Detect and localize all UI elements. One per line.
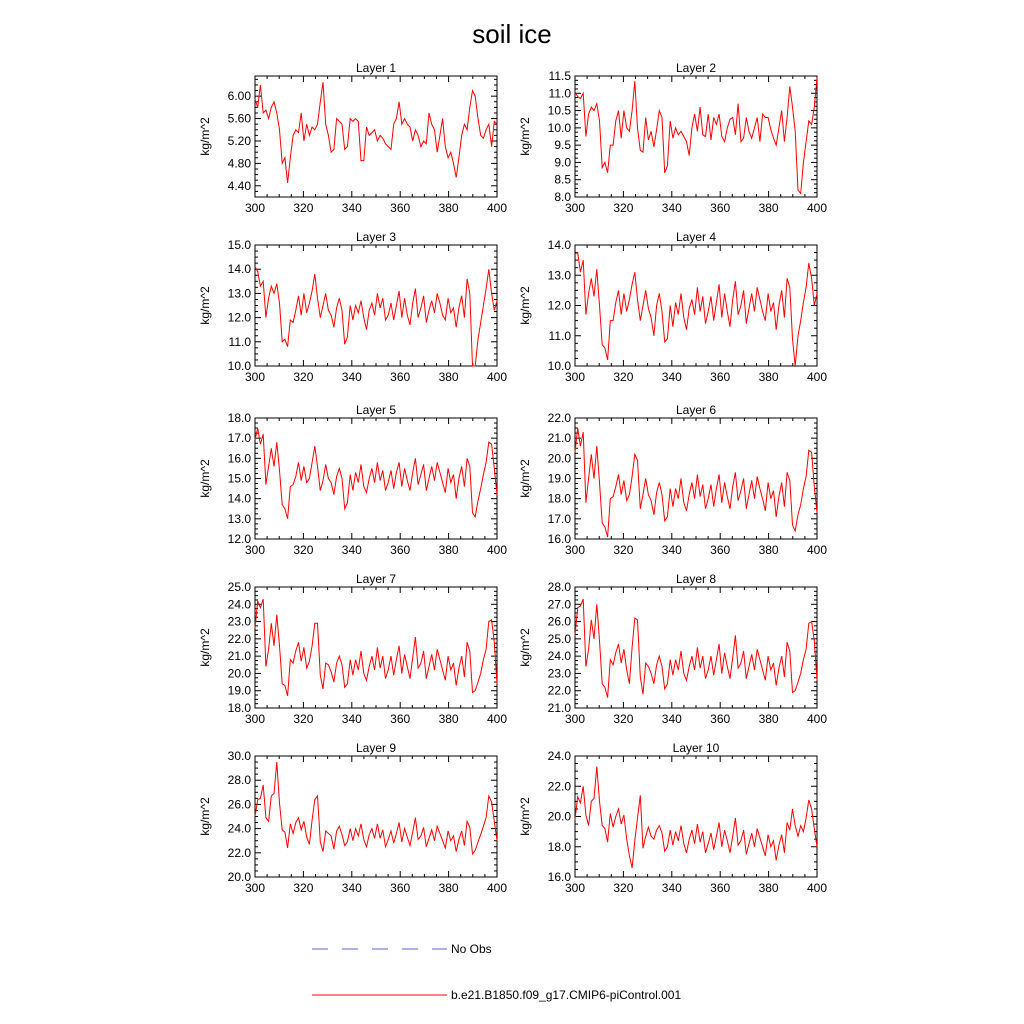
plot-frame-2 <box>575 76 817 197</box>
x-tick-label-1: 320 <box>293 201 314 215</box>
series-line-layer-8 <box>575 599 817 698</box>
y-tick-label-1: 5.20 <box>227 133 251 148</box>
x-tick-label-6: 300 <box>564 543 586 557</box>
series-line-layer-10 <box>575 767 817 868</box>
panel-layer-4 <box>518 230 827 384</box>
x-tick-label-5: 400 <box>486 543 508 557</box>
x-tick-label-10: 360 <box>710 881 731 895</box>
x-tick-label-2: 340 <box>661 201 682 215</box>
panel-layer-6 <box>518 403 827 557</box>
x-tick-label-3: 400 <box>486 370 508 384</box>
series-line-layer-6 <box>575 428 817 537</box>
y-tick-label-10: 20.0 <box>547 809 571 824</box>
y-tick-label-9: 20.0 <box>227 870 251 884</box>
x-tick-label-5: 320 <box>293 543 314 557</box>
y-axis-label-3: kg/m^2 <box>198 286 212 325</box>
y-tick-label-6: 20.0 <box>547 451 571 466</box>
y-axis-label-2: kg/m^2 <box>518 117 532 156</box>
x-tick-label-5: 300 <box>244 543 266 557</box>
x-tick-label-6: 340 <box>661 543 682 557</box>
y-tick-label-7: 25.0 <box>227 580 251 594</box>
x-tick-label-10: 340 <box>661 881 682 895</box>
panel-layer-7 <box>198 572 507 726</box>
series-line-layer-2 <box>575 78 817 194</box>
plot-frame-6 <box>575 418 817 539</box>
series-line-layer-9 <box>255 762 497 854</box>
y-tick-label-4: 10.0 <box>547 359 571 373</box>
x-tick-label-1: 380 <box>438 201 459 215</box>
x-tick-label-7: 300 <box>244 712 266 726</box>
y-tick-label-7: 18.0 <box>227 701 251 715</box>
y-tick-label-3: 15.0 <box>227 238 251 252</box>
x-tick-label-7: 360 <box>390 712 411 726</box>
y-tick-label-8: 22.0 <box>547 683 571 698</box>
x-tick-label-7: 320 <box>293 712 314 726</box>
panel-title-6: Layer 6 <box>675 403 717 417</box>
y-tick-label-9: 24.0 <box>227 821 251 836</box>
x-tick-label-9: 400 <box>486 881 508 895</box>
series-line-layer-1 <box>255 82 497 183</box>
y-tick-label-8: 24.0 <box>547 649 571 664</box>
y-tick-label-10: 16.0 <box>547 870 571 884</box>
y-tick-label-10: 24.0 <box>547 749 571 763</box>
x-tick-label-4: 300 <box>564 370 586 384</box>
panel-title-10: Layer 10 <box>672 741 720 755</box>
x-tick-label-5: 340 <box>341 543 362 557</box>
series-line-layer-4 <box>575 253 817 366</box>
x-tick-label-3: 300 <box>244 370 266 384</box>
y-axis-label-5: kg/m^2 <box>198 459 212 498</box>
x-tick-label-3: 340 <box>341 370 362 384</box>
x-tick-label-7: 400 <box>486 712 508 726</box>
x-tick-label-4: 320 <box>613 370 634 384</box>
x-tick-label-9: 300 <box>244 881 266 895</box>
y-tick-label-6: 21.0 <box>547 431 571 446</box>
figure-title: soil ice <box>472 19 552 49</box>
y-tick-label-6: 19.0 <box>547 471 571 486</box>
x-tick-label-2: 380 <box>758 201 779 215</box>
y-tick-label-1: 6.00 <box>227 89 251 104</box>
y-tick-label-4: 11.0 <box>548 328 571 343</box>
panel-layer-2 <box>518 61 827 215</box>
x-tick-label-2: 400 <box>806 201 828 215</box>
y-tick-label-7: 23.0 <box>227 614 251 629</box>
y-tick-label-4: 12.0 <box>547 298 571 313</box>
y-tick-label-8: 23.0 <box>547 666 571 681</box>
panel-title-1: Layer 1 <box>355 61 397 75</box>
panel-layer-9 <box>198 741 507 895</box>
plot-frame-7 <box>255 587 497 708</box>
y-tick-label-5: 16.0 <box>227 451 251 466</box>
panel-grid <box>198 61 827 895</box>
legend-label-no-obs: No Obs <box>451 942 492 956</box>
y-tick-label-2: 8.5 <box>554 172 571 187</box>
y-tick-label-3: 12.0 <box>227 310 251 325</box>
x-tick-label-10: 380 <box>758 881 779 895</box>
legend <box>312 942 681 1002</box>
x-tick-label-3: 360 <box>390 370 411 384</box>
x-tick-label-9: 360 <box>390 881 411 895</box>
y-tick-label-7: 24.0 <box>227 597 251 612</box>
y-axis-label-10: kg/m^2 <box>518 797 532 836</box>
panel-layer-1 <box>198 61 507 215</box>
x-tick-label-1: 400 <box>486 201 508 215</box>
y-axis-label-1: kg/m^2 <box>198 117 212 156</box>
x-tick-label-7: 380 <box>438 712 459 726</box>
panel-title-5: Layer 5 <box>355 403 397 417</box>
y-tick-label-7: 21.0 <box>227 649 251 664</box>
y-tick-label-8: 21.0 <box>547 701 571 715</box>
x-tick-label-8: 360 <box>710 712 731 726</box>
x-tick-label-8: 400 <box>806 712 828 726</box>
x-tick-label-8: 380 <box>758 712 779 726</box>
y-tick-label-2: 10.0 <box>547 120 571 135</box>
y-tick-label-4: 13.0 <box>547 268 571 283</box>
x-tick-label-4: 400 <box>806 370 828 384</box>
x-tick-label-8: 300 <box>564 712 586 726</box>
y-tick-label-6: 16.0 <box>547 532 571 546</box>
x-tick-label-5: 360 <box>390 543 411 557</box>
panel-layer-8 <box>518 572 827 726</box>
x-tick-label-10: 400 <box>806 881 828 895</box>
y-tick-label-5: 14.0 <box>227 491 251 506</box>
y-axis-label-6: kg/m^2 <box>518 459 532 498</box>
panel-title-7: Layer 7 <box>355 572 397 586</box>
y-tick-label-9: 30.0 <box>227 749 251 763</box>
panel-title-4: Layer 4 <box>675 230 717 244</box>
x-tick-label-8: 320 <box>613 712 634 726</box>
x-tick-label-1: 360 <box>390 201 411 215</box>
panel-title-9: Layer 9 <box>355 741 397 755</box>
y-tick-label-1: 5.60 <box>227 111 251 126</box>
y-tick-label-2: 9.5 <box>554 138 571 153</box>
series-line-layer-7 <box>255 599 497 696</box>
y-tick-label-10: 22.0 <box>547 779 571 794</box>
x-tick-label-10: 300 <box>564 881 586 895</box>
y-tick-label-4: 14.0 <box>547 238 571 252</box>
y-tick-label-2: 11.5 <box>548 69 571 83</box>
y-tick-label-8: 26.0 <box>547 614 571 629</box>
x-tick-label-2: 360 <box>710 201 731 215</box>
x-tick-label-3: 320 <box>293 370 314 384</box>
y-tick-label-5: 13.0 <box>227 511 251 526</box>
y-tick-label-10: 18.0 <box>547 839 571 854</box>
x-tick-label-9: 380 <box>438 881 459 895</box>
y-tick-label-5: 17.0 <box>227 431 251 446</box>
x-tick-label-9: 340 <box>341 881 362 895</box>
y-tick-label-8: 28.0 <box>547 580 571 594</box>
y-tick-label-2: 9.0 <box>554 155 571 170</box>
y-tick-label-2: 8.0 <box>554 190 571 204</box>
y-tick-label-3: 13.0 <box>227 286 251 301</box>
y-tick-label-9: 22.0 <box>227 845 251 860</box>
panel-title-3: Layer 3 <box>355 230 397 244</box>
y-tick-label-6: 17.0 <box>547 511 571 526</box>
y-tick-label-3: 11.0 <box>228 334 251 349</box>
x-tick-label-4: 380 <box>758 370 779 384</box>
x-tick-label-6: 380 <box>758 543 779 557</box>
series-line-layer-5 <box>255 428 497 519</box>
panel-layer-3 <box>198 230 507 384</box>
x-tick-label-5: 380 <box>438 543 459 557</box>
y-tick-label-8: 25.0 <box>547 631 571 646</box>
x-tick-label-10: 320 <box>613 881 634 895</box>
x-tick-label-2: 300 <box>564 201 586 215</box>
x-tick-label-2: 320 <box>613 201 634 215</box>
y-tick-label-7: 22.0 <box>227 631 251 646</box>
y-tick-label-3: 10.0 <box>227 359 251 373</box>
x-tick-label-3: 380 <box>438 370 459 384</box>
y-tick-label-5: 18.0 <box>227 411 251 425</box>
plot-frame-5 <box>255 418 497 539</box>
y-tick-label-6: 18.0 <box>547 491 571 506</box>
y-tick-label-6: 22.0 <box>547 411 571 425</box>
y-tick-label-9: 26.0 <box>227 797 251 812</box>
plot-frame-8 <box>575 587 817 708</box>
x-tick-label-8: 340 <box>661 712 682 726</box>
panel-layer-5 <box>198 403 507 557</box>
y-tick-label-2: 10.5 <box>547 103 571 118</box>
x-tick-label-7: 340 <box>341 712 362 726</box>
plot-frame-9 <box>255 756 497 877</box>
x-tick-label-4: 360 <box>710 370 731 384</box>
x-tick-label-6: 360 <box>710 543 731 557</box>
panel-layer-10 <box>518 741 827 895</box>
x-tick-label-6: 400 <box>806 543 828 557</box>
panel-title-2: Layer 2 <box>675 61 717 75</box>
panel-title-8: Layer 8 <box>675 572 717 586</box>
y-tick-label-1: 4.40 <box>227 178 251 193</box>
y-tick-label-9: 28.0 <box>227 773 251 788</box>
y-tick-label-8: 27.0 <box>547 597 571 612</box>
y-tick-label-1: 4.80 <box>227 156 251 171</box>
x-tick-label-6: 320 <box>613 543 634 557</box>
legend-label-model: b.e21.B1850.f09_g17.CMIP6-piControl.001 <box>451 988 682 1002</box>
y-tick-label-7: 19.0 <box>227 683 251 698</box>
x-tick-label-1: 300 <box>244 201 266 215</box>
y-tick-label-2: 11.0 <box>548 86 571 101</box>
y-axis-label-4: kg/m^2 <box>518 286 532 325</box>
y-axis-label-8: kg/m^2 <box>518 628 532 667</box>
series-line-layer-3 <box>255 267 497 366</box>
x-tick-label-4: 340 <box>661 370 682 384</box>
y-tick-label-3: 14.0 <box>227 262 251 277</box>
y-tick-label-7: 20.0 <box>227 666 251 681</box>
y-axis-label-7: kg/m^2 <box>198 628 212 667</box>
x-tick-label-1: 340 <box>341 201 362 215</box>
y-axis-label-9: kg/m^2 <box>198 797 212 836</box>
y-tick-label-5: 12.0 <box>227 532 251 546</box>
x-tick-label-9: 320 <box>293 881 314 895</box>
y-tick-label-5: 15.0 <box>227 471 251 486</box>
